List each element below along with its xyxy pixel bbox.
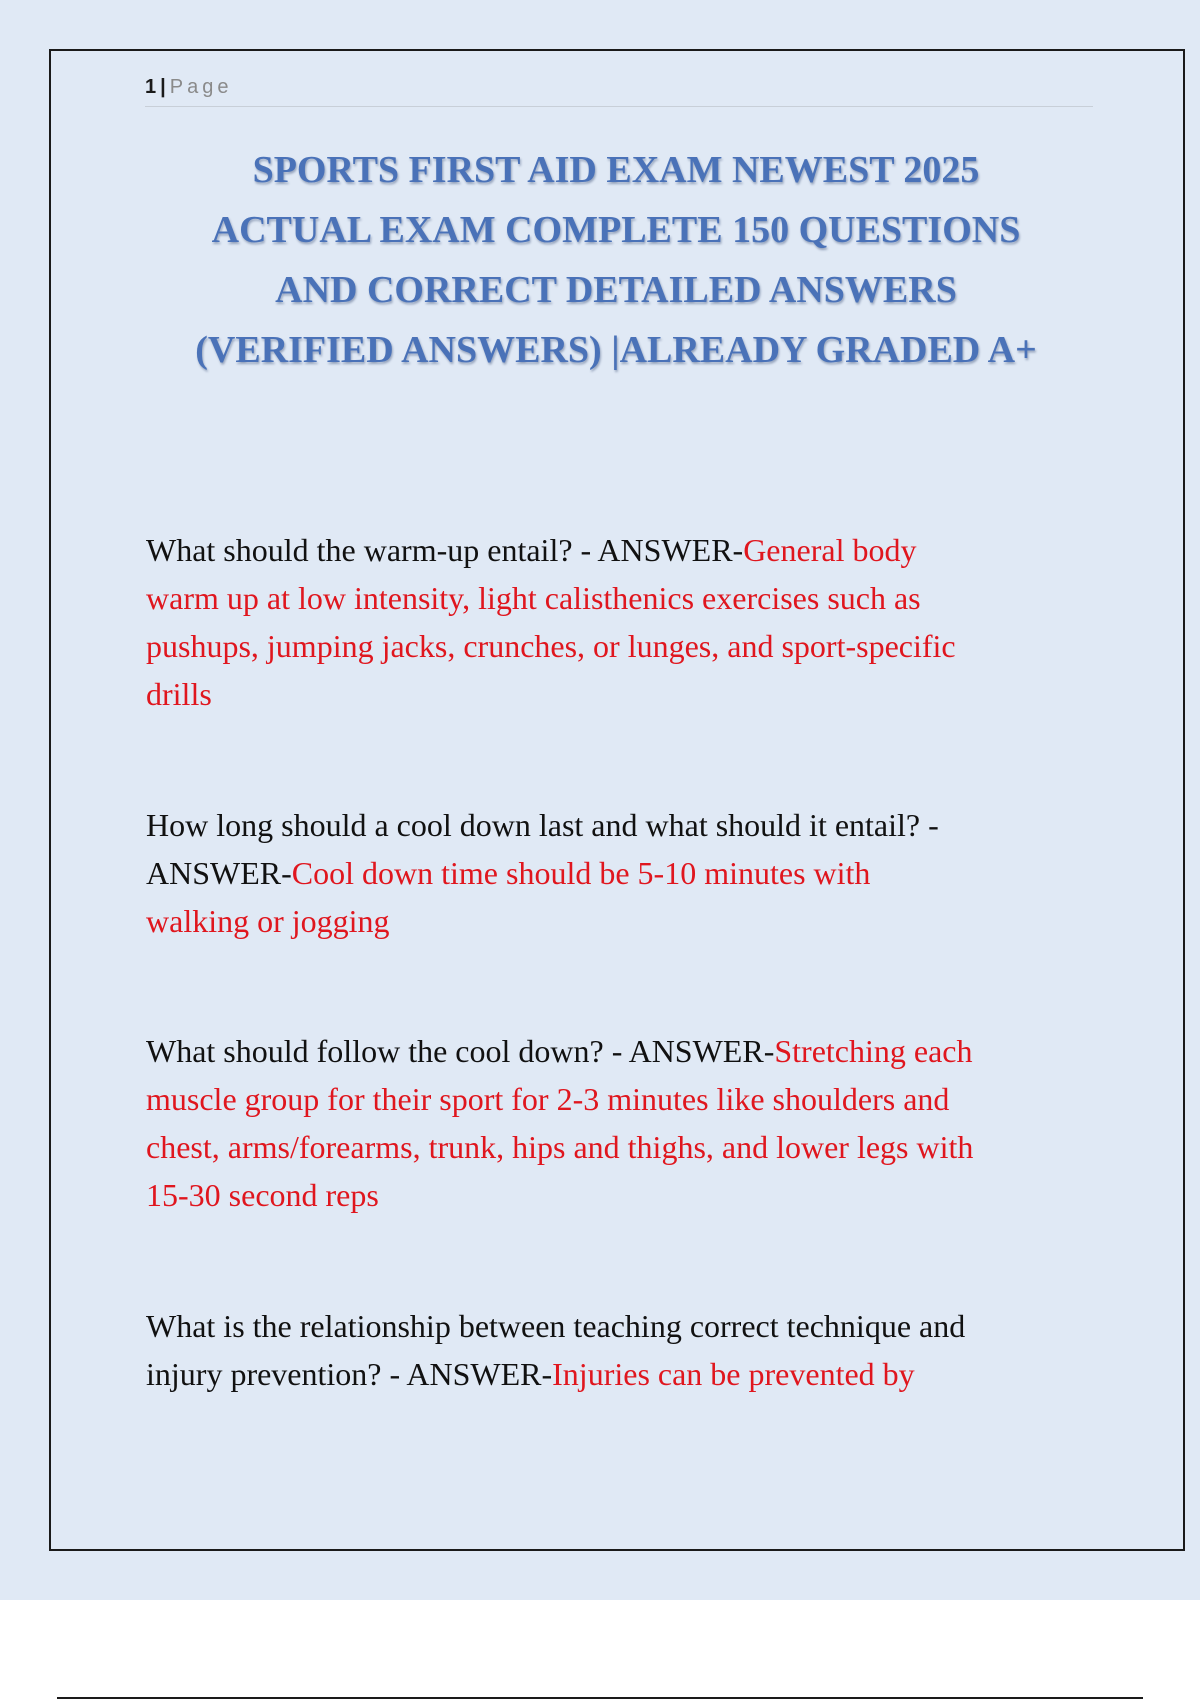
- qa-line: [146, 1302, 1106, 1350]
- title-line: (VERIFIED ANSWERS) |ALREADY GRADED A+: [195, 329, 1037, 371]
- qa-item: [146, 801, 1106, 945]
- title-line: ACTUAL EXAM COMPLETE 150 QUESTIONS: [211, 209, 1021, 251]
- qa-line: [146, 1171, 1106, 1219]
- question-text: What should the warm-up entail? - ANSWER-: [146, 532, 744, 568]
- answer-text: muscle group for their sport for 2-3 minutes like shoulders and: [146, 1081, 950, 1117]
- question-text: What should follow the cool down? - ANSWER-: [146, 1033, 775, 1069]
- answer-text: drills: [146, 676, 212, 712]
- page-header: [145, 72, 1093, 107]
- bottom-divider: [57, 1697, 1143, 1699]
- answer-text: 15-30 second reps: [146, 1177, 379, 1213]
- answer-text: Injuries can be prevented by: [552, 1356, 915, 1392]
- qa-item: [146, 1302, 1106, 1398]
- qa-line: [146, 1075, 1106, 1123]
- answer-text: General body: [743, 532, 917, 568]
- question-text: How long should a cool down last and what should it entail? -: [146, 807, 939, 843]
- answer-text: warm up at low intensity, light calisthenics exercises such as: [146, 580, 921, 616]
- answer-text: walking or jogging: [146, 903, 390, 939]
- qa-line: [146, 622, 1106, 670]
- answer-text: pushups, jumping jacks, crunches, or lunges, and sport-specific: [146, 628, 956, 664]
- qa-line: [146, 670, 1106, 718]
- answer-text: chest, arms/forearms, trunk, hips and thighs, and lower legs with: [146, 1129, 974, 1165]
- document-title: [130, 140, 1102, 380]
- qa-line: [146, 897, 1106, 945]
- page-number: 1: [145, 76, 157, 98]
- question-text: ANSWER-: [146, 855, 292, 891]
- qa-item: [146, 526, 1106, 718]
- qa-line: [146, 574, 1106, 622]
- qa-line: [146, 1123, 1106, 1171]
- answer-text: Cool down time should be 5-10 minutes with: [291, 855, 871, 891]
- qa-line: [146, 1350, 1106, 1398]
- page-separator: |: [160, 76, 166, 98]
- qa-line: [146, 1027, 1106, 1075]
- qa-line: [146, 849, 1106, 897]
- qa-item: [146, 1027, 1106, 1219]
- qa-line: [146, 526, 1106, 574]
- page-label: Page: [169, 76, 233, 98]
- question-text: injury prevention? - ANSWER-: [146, 1356, 553, 1392]
- qa-line: [146, 801, 1106, 849]
- answer-text: Stretching each: [774, 1033, 973, 1069]
- question-text: What is the relationship between teaching correct technique and: [146, 1308, 966, 1344]
- title-line: SPORTS FIRST AID EXAM NEWEST 2025: [252, 149, 980, 191]
- title-line: AND CORRECT DETAILED ANSWERS: [275, 269, 957, 311]
